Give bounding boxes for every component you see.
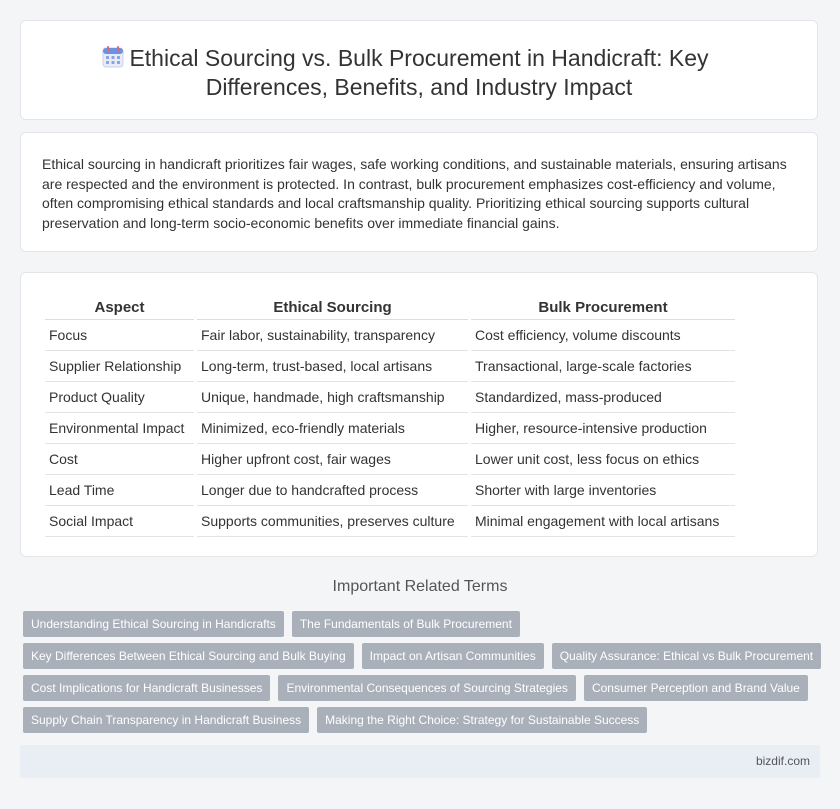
- cell-ethical: Supports communities, preserves culture: [197, 506, 468, 537]
- intro-paragraph: Ethical sourcing in handicraft prioritizes fair wages, safe working conditions, and sustainable materials, ensuring artisans are respected and the environment is protected. In contrast, bulk procurement emphasizes cost-efficiency and volume, often compromising ethical standards and local craftsmanship quality. Prioritizing ethical sourcing supports cultural preservation and long-term socio-economic benefits over immediate financial gains.: [42, 156, 787, 231]
- intro-card: [20, 132, 818, 252]
- related-term-link[interactable]: Environmental Consequences of Sourcing Strategies: [278, 675, 576, 701]
- cell-aspect: Cost: [45, 444, 194, 475]
- footer: [20, 745, 820, 778]
- cell-ethical: Higher upfront cost, fair wages: [197, 444, 468, 475]
- table-row: [45, 320, 735, 351]
- cell-ethical: Unique, handmade, high craftsmanship: [197, 382, 468, 413]
- related-term-link[interactable]: Quality Assurance: Ethical vs Bulk Procurement: [552, 643, 821, 669]
- footer-site-link[interactable]: bizdif.com: [755, 754, 810, 768]
- cell-bulk: Transactional, large-scale factories: [471, 351, 735, 382]
- header-bulk-procurement: Bulk Procurement: [471, 295, 735, 320]
- cell-bulk: Minimal engagement with local artisans: [471, 506, 735, 537]
- related-term-link[interactable]: Consumer Perception and Brand Value: [584, 675, 808, 701]
- cell-ethical: Long-term, trust-based, local artisans: [197, 351, 468, 382]
- cell-aspect: Focus: [45, 320, 194, 351]
- related-term-link[interactable]: Making the Right Choice: Strategy for Sustainable Success: [317, 707, 647, 733]
- comparison-card: [20, 272, 818, 557]
- related-term-link[interactable]: Supply Chain Transparency in Handicraft Business: [23, 707, 309, 733]
- table-row: [45, 444, 735, 475]
- header-ethical-sourcing: Ethical Sourcing: [197, 295, 468, 320]
- related-term-link[interactable]: Understanding Ethical Sourcing in Handicrafts: [23, 611, 284, 637]
- cell-bulk: Cost efficiency, volume discounts: [471, 320, 735, 351]
- cell-bulk: Lower unit cost, less focus on ethics: [471, 444, 735, 475]
- related-term-link[interactable]: The Fundamentals of Bulk Procurement: [292, 611, 520, 637]
- table-header-row: [45, 295, 735, 320]
- page-title: Ethical Sourcing vs. Bulk Procurement in Handicraft: Key Differences, Benefits, and Industry Impact: [129, 45, 709, 100]
- cell-aspect: Environmental Impact: [45, 413, 194, 444]
- cell-aspect: Lead Time: [45, 475, 194, 506]
- related-terms-heading: Important Related Terms: [332, 578, 508, 595]
- table-row: [45, 382, 735, 413]
- table-row: [45, 413, 735, 444]
- cell-ethical: Longer due to handcrafted process: [197, 475, 468, 506]
- cell-bulk: Higher, resource-intensive production: [471, 413, 735, 444]
- cell-aspect: Product Quality: [45, 382, 194, 413]
- title-card: [20, 20, 818, 120]
- cell-bulk: Shorter with large inventories: [471, 475, 735, 506]
- comparison-table: [42, 295, 738, 537]
- header-aspect: Aspect: [45, 295, 194, 320]
- cell-bulk: Standardized, mass-produced: [471, 382, 735, 413]
- table-row: [45, 475, 735, 506]
- cell-aspect: Supplier Relationship: [45, 351, 194, 382]
- cell-ethical: Minimized, eco-friendly materials: [197, 413, 468, 444]
- related-term-link[interactable]: Key Differences Between Ethical Sourcing and Bulk Buying: [23, 643, 354, 669]
- table-row: [45, 351, 735, 382]
- table-row: [45, 506, 735, 537]
- cell-ethical: Fair labor, sustainability, transparency: [197, 320, 468, 351]
- related-terms-tags: [23, 611, 823, 733]
- cell-aspect: Social Impact: [45, 506, 194, 537]
- related-term-link[interactable]: Impact on Artisan Communities: [362, 643, 544, 669]
- related-term-link[interactable]: Cost Implications for Handicraft Businesses: [23, 675, 270, 701]
